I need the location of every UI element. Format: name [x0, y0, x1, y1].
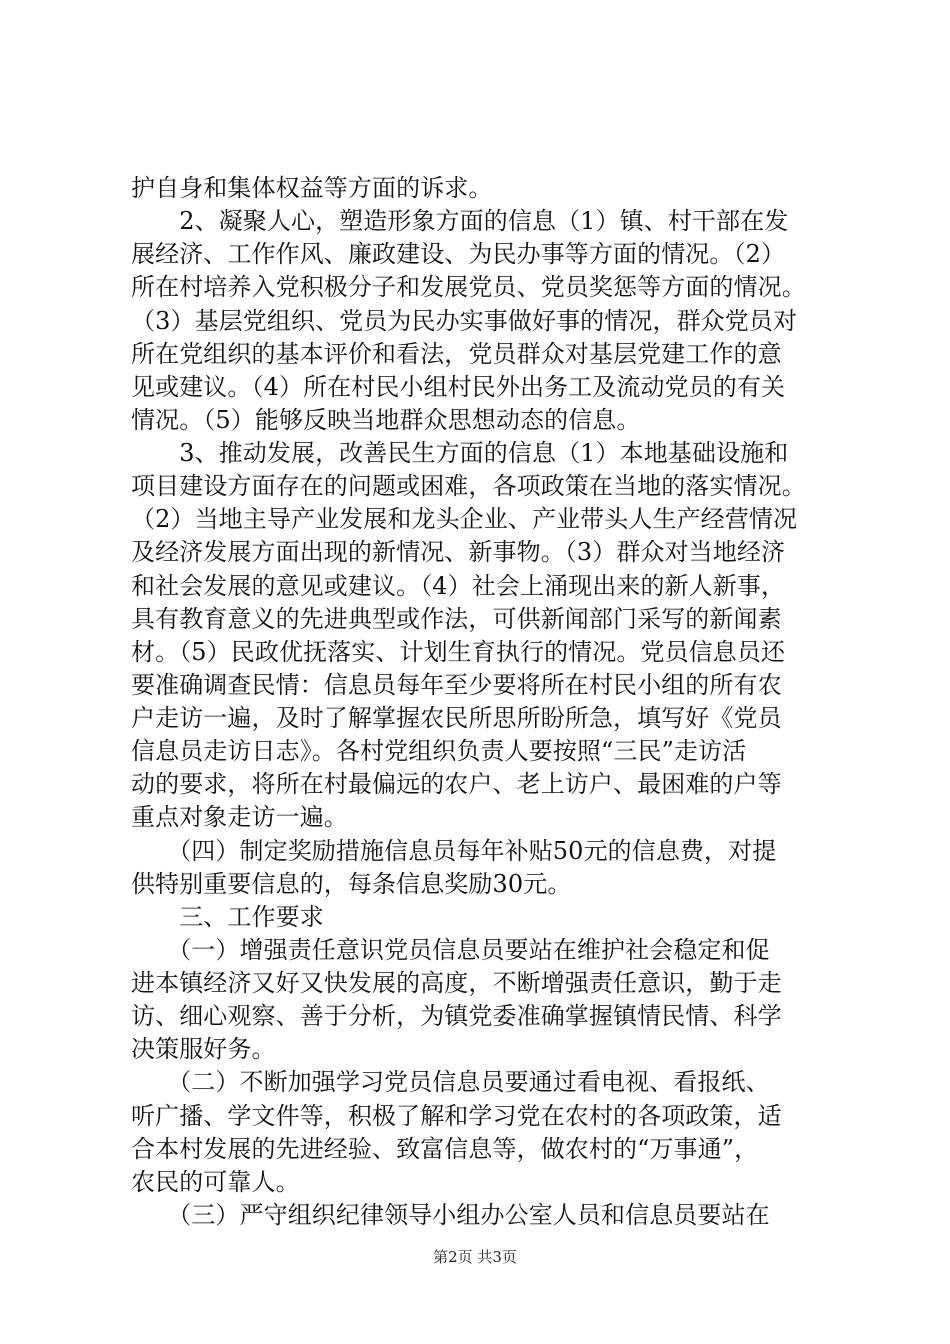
text-line: （2）当地主导产业发展和龙头企业、产业带头人生产经营情况	[131, 505, 798, 533]
text-line: 材。（5）民政优抚落实、计划生育执行的情况。党员信息员还	[131, 638, 786, 666]
section-heading: 三、工作要求	[131, 903, 324, 931]
text-line: 所在村培养入党积极分子和发展党员、党员奖惩等方面的情况。	[131, 273, 806, 301]
text-line: 动的要求，将所在村最偏远的农户、老上访户、最困难的户等	[131, 770, 782, 798]
text-line: 决策服好务。	[131, 1035, 276, 1063]
text-line: 重点对象走访一遍。	[131, 803, 348, 831]
text-line: 情况。（5）能够反映当地群众思想动态的信息。	[131, 406, 641, 434]
page-footer: 第2页 共3页	[433, 1248, 517, 1266]
text-line: （3）基层党组织、党员为民办实事做好事的情况，群众党员对	[131, 307, 798, 335]
text-line: 户走访一遍，及时了解掌握农民所思所盼所急，填写好《党员	[131, 704, 782, 732]
text-line: 展经济、工作作风、廉政建设、为民办事等方面的情况。（2）	[131, 240, 786, 268]
text-line: 访、细心观察、善于分析，为镇党委准确掌握镇情民情、科学	[131, 1002, 782, 1030]
text-line: （四）制定奖励措施信息员每年补贴50元的信息费，对提	[131, 837, 777, 865]
text-line: 2、凝聚人心，塑造形象方面的信息（1）镇、村干部在发	[131, 207, 789, 235]
text-line: （一）增强责任意识党员信息员要站在维护社会稳定和促	[131, 936, 770, 964]
text-line: 信息员走访日志》。各村党组织负责人要按照“三民”走访活	[131, 737, 747, 765]
text-line: 3、推动发展，改善民生方面的信息（1）本地基础设施和	[131, 439, 789, 467]
text-line: 要准确调查民情：信息员每年至少要将所在村民小组的所有农	[131, 671, 782, 699]
text-line: 合本村发展的先进经验、致富信息等，做农村的“万事通”，	[131, 1135, 759, 1163]
text-line: 及经济发展方面出现的新情况、新事物。（3）群众对当地经济	[131, 538, 786, 566]
text-line: （三）严守组织纪律领导小组办公室人员和信息员要站在	[131, 1201, 770, 1229]
text-line: 护自身和集体权益等方面的诉求。	[131, 174, 493, 202]
text-line: 所在党组织的基本评价和看法，党员群众对基层党建工作的意	[131, 340, 782, 368]
text-line: 项目建设方面存在的问题或困难，各项政策在当地的落实情况。	[131, 472, 806, 500]
text-line: （二）不断加强学习党员信息员要通过看电视、看报纸、	[131, 1068, 770, 1096]
text-line: 听广播、学文件等，积极了解和学习党在农村的各项政策，适	[131, 1102, 782, 1130]
text-line: 供特别重要信息的，每条信息奖励30元。	[131, 870, 572, 898]
text-line: 进本镇经济又好又快发展的高度，不断增强责任意识，勤于走	[131, 969, 782, 997]
text-line: 具有教育意义的先进典型或作法，可供新闻部门采写的新闻素	[131, 605, 782, 633]
text-line: 农民的可靠人。	[131, 1168, 300, 1196]
text-line: 和社会发展的意见或建议。（4）社会上涌现出来的新人新事，	[131, 572, 786, 600]
text-line: 见或建议。（4）所在村民小组村民外出务工及流动党员的有关	[131, 373, 786, 401]
